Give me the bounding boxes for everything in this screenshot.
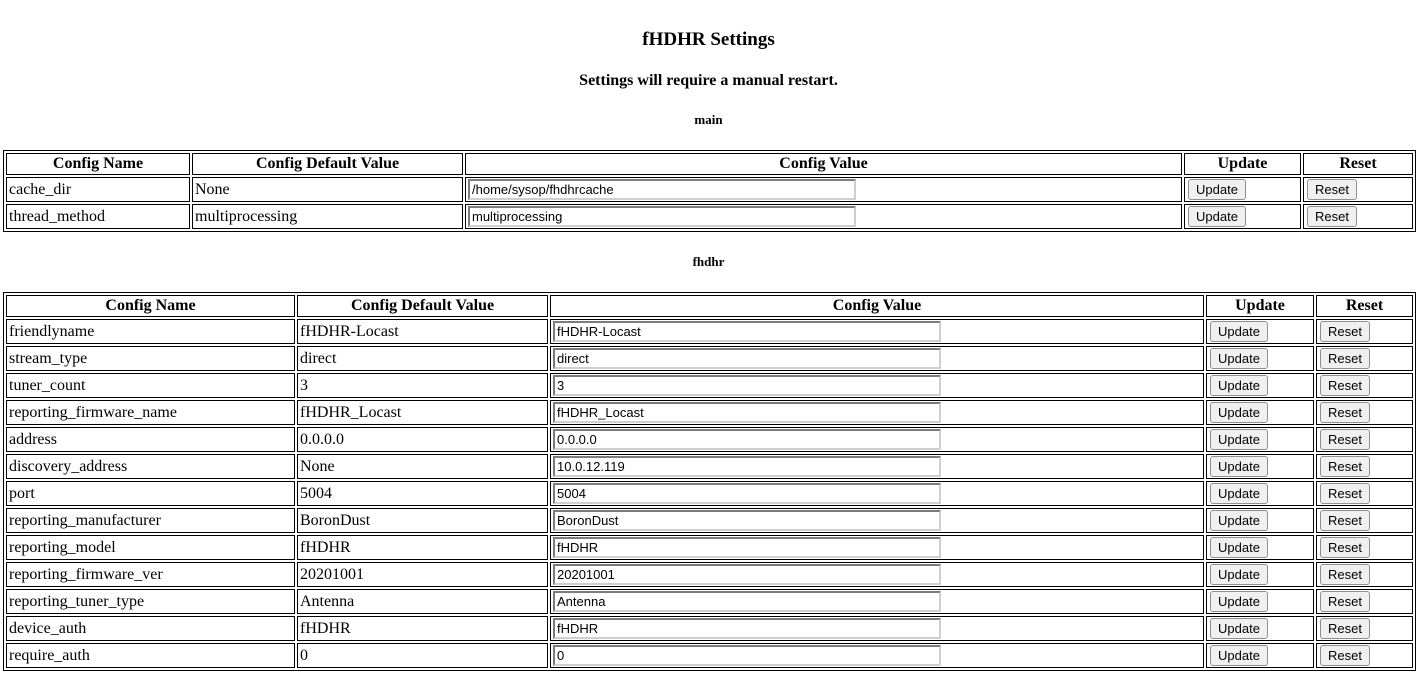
config-default-value-cell: 0 xyxy=(297,643,548,668)
update-cell xyxy=(1206,643,1314,668)
config-row-reporting_tuner_type xyxy=(6,589,1413,614)
config-row-stream_type xyxy=(6,346,1413,371)
update-cell xyxy=(1184,177,1301,202)
reset-cell xyxy=(1316,589,1413,614)
update-button[interactable]: Update xyxy=(1210,348,1268,369)
config-sections xyxy=(3,112,1414,671)
update-button[interactable]: Update xyxy=(1210,618,1268,639)
update-cell xyxy=(1206,616,1314,641)
reset-cell xyxy=(1316,535,1413,560)
reset-button[interactable]: Reset xyxy=(1320,483,1370,504)
reset-button[interactable]: Reset xyxy=(1320,321,1370,342)
config-default-value-cell: BoronDust xyxy=(297,508,548,533)
reset-button[interactable]: Reset xyxy=(1320,375,1370,396)
update-cell xyxy=(1206,427,1314,452)
config-default-value-cell: fHDHR xyxy=(297,616,548,641)
update-cell xyxy=(1206,400,1314,425)
config-table-header-row xyxy=(6,295,1413,317)
config-table xyxy=(3,150,1416,232)
config-value-cell xyxy=(550,400,1204,425)
reset-cell xyxy=(1316,508,1413,533)
config-name-cell: friendlyname xyxy=(6,319,295,344)
reset-cell xyxy=(1316,454,1413,479)
config-name-cell: cache_dir xyxy=(6,177,190,202)
update-cell xyxy=(1206,454,1314,479)
config-default-value-cell: direct xyxy=(297,346,548,371)
reset-cell xyxy=(1316,562,1413,587)
update-button[interactable]: Update xyxy=(1210,321,1268,342)
column-header-update: Update xyxy=(1206,295,1314,317)
config-value-cell xyxy=(550,616,1204,641)
config-table xyxy=(3,292,1416,671)
config-name-cell: reporting_tuner_type xyxy=(6,589,295,614)
config-row-reporting_firmware_name xyxy=(6,400,1413,425)
config-row-device_auth xyxy=(6,616,1413,641)
update-cell xyxy=(1206,319,1314,344)
config-default-value-cell: Antenna xyxy=(297,589,548,614)
update-button[interactable]: Update xyxy=(1210,564,1268,585)
update-cell xyxy=(1206,481,1314,506)
config-name-cell: tuner_count xyxy=(6,373,295,398)
config-default-value-cell: fHDHR xyxy=(297,535,548,560)
config-row-reporting_model xyxy=(6,535,1413,560)
config-value-input[interactable] xyxy=(553,618,941,639)
update-cell xyxy=(1206,508,1314,533)
config-value-cell xyxy=(550,427,1204,452)
reset-button[interactable]: Reset xyxy=(1320,537,1370,558)
reset-cell xyxy=(1316,643,1413,668)
column-header-reset: Reset xyxy=(1303,153,1413,175)
update-cell xyxy=(1206,535,1314,560)
config-name-cell: reporting_firmware_ver xyxy=(6,562,295,587)
reset-cell xyxy=(1316,400,1413,425)
config-value-cell xyxy=(550,319,1204,344)
config-name-cell: stream_type xyxy=(6,346,295,371)
config-value-cell xyxy=(550,508,1204,533)
config-name-cell: port xyxy=(6,481,295,506)
config-default-value-cell: None xyxy=(192,177,463,202)
config-value-input[interactable] xyxy=(553,402,941,423)
update-button[interactable]: Update xyxy=(1210,537,1268,558)
config-value-cell xyxy=(550,535,1204,560)
config-name-cell: address xyxy=(6,427,295,452)
column-header-config-name: Config Name xyxy=(6,153,190,175)
column-header-reset: Reset xyxy=(1316,295,1413,317)
update-cell xyxy=(1206,373,1314,398)
config-table-header-row xyxy=(6,153,1413,175)
config-default-value-cell: 0.0.0.0 xyxy=(297,427,548,452)
reset-button[interactable]: Reset xyxy=(1320,429,1370,450)
config-value-cell xyxy=(550,373,1204,398)
update-button[interactable]: Update xyxy=(1210,429,1268,450)
config-value-input[interactable] xyxy=(553,537,941,558)
config-name-cell: device_auth xyxy=(6,616,295,641)
column-header-update: Update xyxy=(1184,153,1301,175)
config-name-cell: reporting_firmware_name xyxy=(6,400,295,425)
reset-button[interactable]: Reset xyxy=(1307,179,1357,200)
config-value-cell xyxy=(465,204,1182,229)
update-button[interactable]: Update xyxy=(1210,483,1268,504)
config-value-input[interactable] xyxy=(553,483,941,504)
update-button[interactable]: Update xyxy=(1210,645,1268,666)
update-button[interactable]: Update xyxy=(1188,179,1246,200)
reset-button[interactable]: Reset xyxy=(1320,564,1370,585)
reset-cell xyxy=(1303,177,1413,202)
config-section xyxy=(3,254,1414,671)
section-heading-main: main xyxy=(694,112,723,127)
config-name-cell: reporting_manufacturer xyxy=(6,508,295,533)
config-row-require_auth xyxy=(6,643,1413,668)
config-row-reporting_manufacturer xyxy=(6,508,1413,533)
config-default-value-cell: fHDHR_Locast xyxy=(297,400,548,425)
config-value-input[interactable] xyxy=(553,375,941,396)
reset-button[interactable]: Reset xyxy=(1320,456,1370,477)
config-default-value-cell: 3 xyxy=(297,373,548,398)
config-row-friendlyname xyxy=(6,319,1413,344)
reset-button[interactable]: Reset xyxy=(1320,510,1370,531)
config-value-cell xyxy=(550,562,1204,587)
update-button[interactable]: Update xyxy=(1210,591,1268,612)
config-row-cache_dir xyxy=(6,177,1413,202)
config-name-cell: thread_method xyxy=(6,204,190,229)
reset-cell xyxy=(1316,616,1413,641)
config-value-input[interactable] xyxy=(553,564,941,585)
section-heading-fhdhr: fhdhr xyxy=(692,254,725,269)
reset-cell xyxy=(1316,346,1413,371)
config-row-tuner_count xyxy=(6,373,1413,398)
update-button[interactable]: Update xyxy=(1210,456,1268,477)
reset-cell xyxy=(1316,481,1413,506)
update-button[interactable]: Update xyxy=(1210,375,1268,396)
column-header-config-name: Config Name xyxy=(6,295,295,317)
config-default-value-cell: None xyxy=(297,454,548,479)
config-row-port xyxy=(6,481,1413,506)
config-value-input[interactable] xyxy=(553,429,941,450)
reset-cell xyxy=(1316,427,1413,452)
update-button[interactable]: Update xyxy=(1210,510,1268,531)
config-row-reporting_firmware_ver xyxy=(6,562,1413,587)
config-default-value-cell: fHDHR-Locast xyxy=(297,319,548,344)
config-value-cell xyxy=(550,481,1204,506)
config-name-cell: reporting_model xyxy=(6,535,295,560)
config-value-input[interactable] xyxy=(553,348,941,369)
reset-button[interactable]: Reset xyxy=(1320,618,1370,639)
config-row-discovery_address xyxy=(6,454,1413,479)
column-header-default-value: Config Default Value xyxy=(192,153,463,175)
config-value-input[interactable] xyxy=(468,206,856,227)
column-header-config-value: Config Value xyxy=(465,153,1182,175)
config-name-cell: require_auth xyxy=(6,643,295,668)
column-header-default-value: Config Default Value xyxy=(297,295,548,317)
config-row-thread_method xyxy=(6,204,1413,229)
update-button[interactable]: Update xyxy=(1210,402,1268,423)
update-cell xyxy=(1206,562,1314,587)
update-button[interactable]: Update xyxy=(1188,206,1246,227)
reset-button[interactable]: Reset xyxy=(1320,591,1370,612)
page-title: fHDHR Settings xyxy=(642,29,775,50)
reset-button[interactable]: Reset xyxy=(1320,645,1370,666)
config-value-input[interactable] xyxy=(553,321,941,342)
update-cell xyxy=(1206,589,1314,614)
config-default-value-cell: 20201001 xyxy=(297,562,548,587)
reset-button[interactable]: Reset xyxy=(1320,402,1370,423)
config-value-cell xyxy=(550,589,1204,614)
config-value-cell xyxy=(550,346,1204,371)
page-subtitle: Settings will require a manual restart. xyxy=(579,72,838,89)
config-value-input[interactable] xyxy=(553,510,941,531)
config-value-input[interactable] xyxy=(553,645,941,666)
config-value-input[interactable] xyxy=(468,179,856,200)
update-cell xyxy=(1206,346,1314,371)
reset-button[interactable]: Reset xyxy=(1307,206,1357,227)
column-header-config-value: Config Value xyxy=(550,295,1204,317)
config-name-cell: discovery_address xyxy=(6,454,295,479)
config-default-value-cell: multiprocessing xyxy=(192,204,463,229)
reset-cell xyxy=(1303,204,1413,229)
config-value-input[interactable] xyxy=(553,591,941,612)
config-row-address xyxy=(6,427,1413,452)
config-value-cell xyxy=(465,177,1182,202)
config-value-cell xyxy=(550,643,1204,668)
config-default-value-cell: 5004 xyxy=(297,481,548,506)
config-value-input[interactable] xyxy=(553,456,941,477)
config-value-cell xyxy=(550,454,1204,479)
update-cell xyxy=(1184,204,1301,229)
reset-cell xyxy=(1316,319,1413,344)
reset-button[interactable]: Reset xyxy=(1320,348,1370,369)
config-section xyxy=(3,112,1414,232)
reset-cell xyxy=(1316,373,1413,398)
